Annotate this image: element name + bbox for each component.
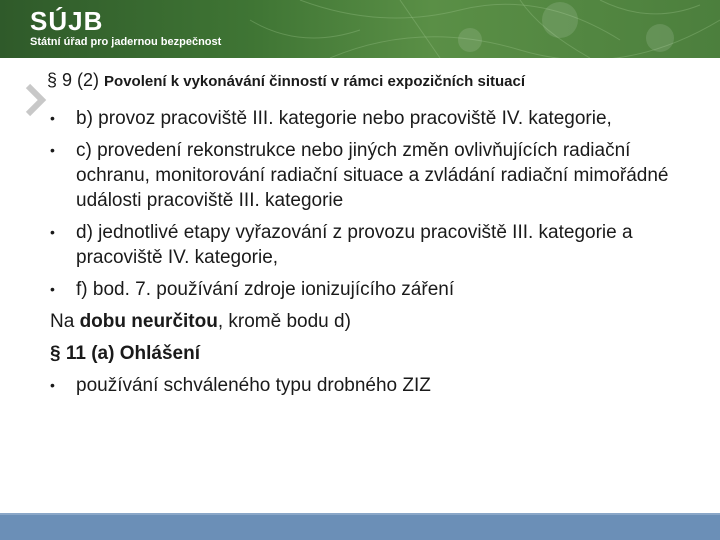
list-item: [50, 106, 700, 131]
bullet-icon: •: [50, 281, 55, 297]
logo: SÚJB: [30, 6, 104, 36]
list-item: [50, 373, 700, 398]
header-texture: [0, 0, 720, 58]
section-number: § 9 (2): [47, 70, 100, 90]
bullet-icon: •: [50, 142, 55, 158]
header-banner: [0, 0, 720, 58]
duration-bold: dobu neurčitou: [79, 311, 218, 332]
section-heading: Povolení k vykonávání činností v rámci expozičních situací: [104, 73, 526, 90]
list-item-text: f) bod. 7. používání zdroje ionizujícího záření: [76, 279, 455, 300]
agency-name: Státní úřad pro jadernou bezpečnost: [30, 36, 222, 48]
list-item: [50, 220, 700, 270]
bullet-icon: •: [50, 377, 55, 393]
duration-prefix: Na: [50, 311, 75, 332]
list-item-text: b) provoz pracoviště III. kategorie nebo pracoviště IV. kategorie,: [76, 108, 612, 129]
bullet-icon: •: [50, 110, 55, 126]
list-item: [50, 138, 700, 213]
watermark-icon: [24, 82, 48, 118]
duration-note: [50, 309, 700, 334]
list-item: [50, 277, 700, 302]
bullet-icon: •: [50, 224, 55, 240]
list-item-text: používání schváleného typu drobného ZIZ: [76, 375, 431, 396]
list-item-text: c) provedení rekonstrukce nebo jiných změn ovlivňujících radiační ochranu, monitorování radiační situace a zvládání radiační mimořádné události pracoviště III. kategorie: [76, 140, 669, 211]
section2-heading: [50, 341, 700, 366]
slide-title: [47, 70, 525, 91]
duration-suffix: , kromě bodu d): [217, 311, 351, 332]
section2-title: Ohlášení: [119, 343, 200, 364]
footer-bar: [0, 513, 720, 540]
slide-content: [50, 106, 700, 405]
list-item-text: d) jednotlivé etapy vyřazování z provozu pracoviště III. kategorie a pracoviště IV. kategorie,: [76, 222, 633, 268]
section2-label: § 11 (a): [50, 343, 115, 364]
